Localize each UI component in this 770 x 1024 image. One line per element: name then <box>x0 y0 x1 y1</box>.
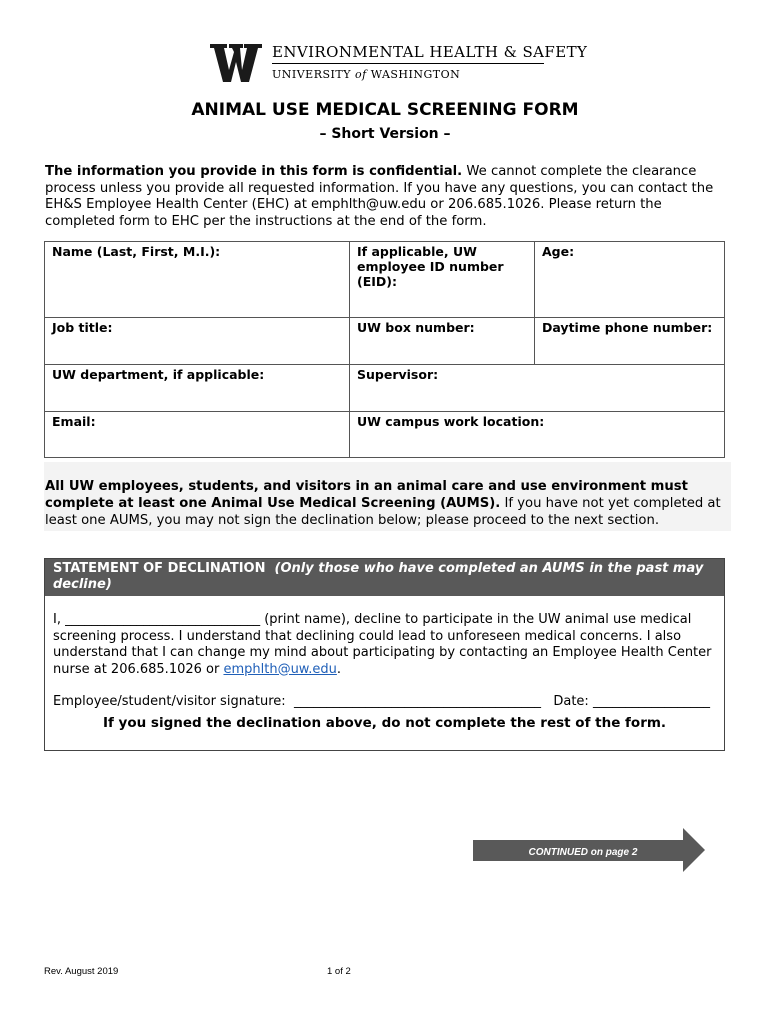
continued-arrow[interactable] <box>473 828 705 872</box>
page-number: 1 of 2 <box>327 966 351 977</box>
personal-info-table <box>44 241 725 458</box>
form-title: ANIMAL USE MEDICAL SCREENING FORM <box>191 100 579 120</box>
signature-line[interactable]: Employee/student/visitor signature: ______________________________________ Date: __________________ <box>53 694 710 709</box>
university-name: UNIVERSITY of WASHINGTON <box>272 68 461 81</box>
continued-label: CONTINUED on page 2 <box>528 847 638 858</box>
declination-heading: STATEMENT OF DECLINATION (Only those who have completed an AUMS in the past may decline) <box>45 559 724 596</box>
declination-footer-note: If you signed the declination above, do not complete the rest of the form. <box>102 714 667 731</box>
job-title-field[interactable]: Job title: <box>45 318 350 365</box>
age-field[interactable]: Age: <box>535 242 725 318</box>
department-field[interactable]: UW department, if applicable: <box>45 365 350 412</box>
ehc-email-link[interactable]: emphlth@uw.edu <box>223 661 337 677</box>
box-number-field[interactable]: UW box number: <box>350 318 535 365</box>
declination-body <box>45 596 724 731</box>
form-subtitle: – Short Version – <box>319 126 451 142</box>
intro-paragraph: The information you provide in this form is confidential. We cannot complete the clearance process unless you provide all requested information. If you have any questions, you can contact the EH&S Employee Health Center (EHC) at emphlth@uw.edu or 206.685.1026. Please return the completed form to EHC per the instructions at the end of the form. <box>45 164 714 229</box>
revision-date: Rev. August 2019 <box>44 966 119 977</box>
declination-statement: I, ______________________________ (print name), decline to participate in the UW animal use medical screening process. I understand that declining could lead to unforeseen medical concerns. I also understand that I can change my mind about participating by contacting an Employee Health Center nurse at 206.685.1026 or emphlth@uw.edu. <box>53 612 712 677</box>
campus-location-field[interactable]: UW campus work location: <box>350 412 725 458</box>
org-name: ENVIRONMENTAL HEALTH & SAFETY <box>272 43 588 61</box>
phone-field[interactable]: Daytime phone number: <box>535 318 725 365</box>
name-field[interactable]: Name (Last, First, M.I.): <box>45 242 350 318</box>
aums-notice: All UW employees, students, and visitors in an animal care and use environment must complete at least one Animal Use Medical Screening (AUMS). If you have not yet completed at least one AUMS, you may not sign the declination below; please proceed to the next section. <box>44 462 731 531</box>
supervisor-field[interactable]: Supervisor: <box>350 365 725 412</box>
uw-w-logo <box>210 44 262 82</box>
logo-divider <box>272 63 544 64</box>
email-field[interactable]: Email: <box>45 412 350 458</box>
eid-field[interactable]: If applicable, UW employee ID number (EID): <box>350 242 535 318</box>
declination-section <box>44 558 725 751</box>
